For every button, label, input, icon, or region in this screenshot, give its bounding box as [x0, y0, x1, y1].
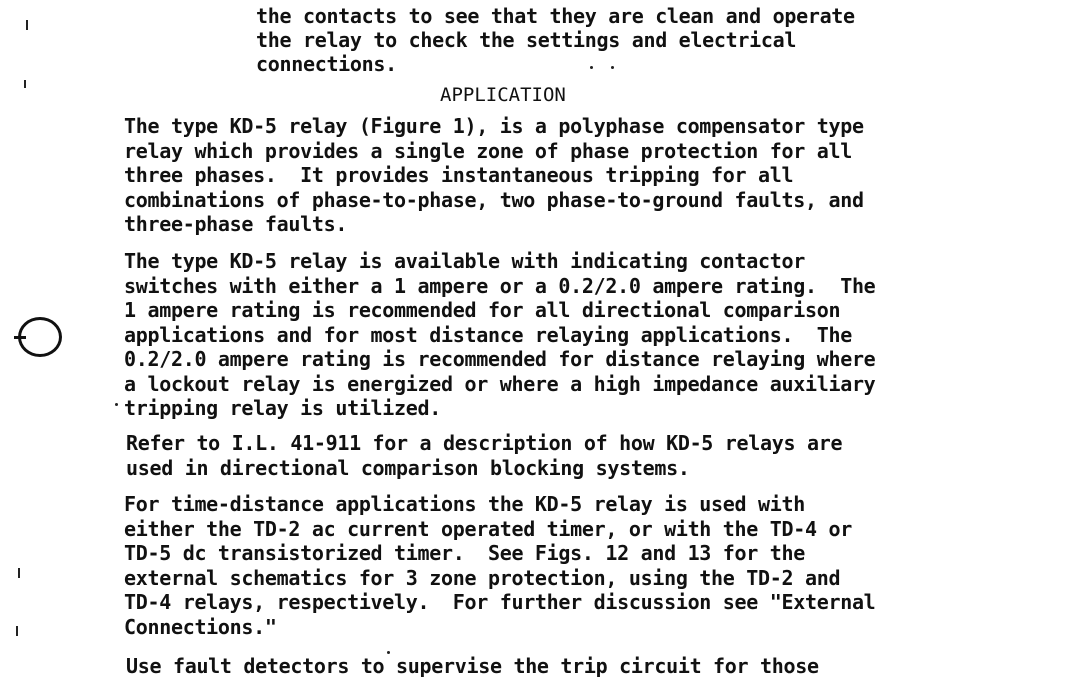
intro-line-3: connections.	[256, 52, 397, 76]
paragraph-line: three-phase faults.	[124, 212, 348, 236]
paragraph-line: 0.2/2.0 ampere rating is recommended for distance relaying where	[124, 347, 876, 371]
paragraph-line: external schematics for 3 zone protection, using the TD-2 and	[124, 565, 841, 590]
section-heading: APPLICATION	[440, 84, 566, 106]
scan-speck	[590, 66, 593, 69]
intro-line-1: the contacts to see that they are clean and operate	[256, 4, 855, 28]
paragraph-line: TD-5 dc transistorized timer. See Figs. 12 and 13 for the	[124, 541, 805, 565]
paragraph-line: tripping relay is utilized.	[124, 396, 442, 420]
margin-mark	[26, 20, 28, 30]
paragraph-line: The type KD-5 relay is available with indicating contactor	[124, 249, 805, 273]
paragraph-line: switches with either a 1 ampere or a 0.2/2.0 ampere rating. The	[124, 273, 876, 298]
paragraph-line: Connections."	[124, 614, 277, 639]
paragraph-line: applications and for most distance relaying applications. The	[124, 322, 852, 347]
paragraph-2	[124, 249, 964, 421]
punch-hole-mark	[14, 336, 26, 339]
paragraph-1	[124, 114, 964, 237]
scan-speck	[387, 651, 390, 654]
scan-speck	[115, 403, 118, 406]
paragraph-4	[124, 492, 964, 639]
paragraph-line: For time-distance applications the KD-5 relay is used with	[124, 492, 805, 516]
margin-mark	[24, 80, 26, 88]
paragraph-line: combinations of phase-to-phase, two phase-to-ground faults, and	[124, 187, 864, 212]
margin-mark	[16, 626, 18, 636]
paragraph-3	[126, 431, 966, 480]
paragraph-line: used in directional comparison blocking systems.	[126, 455, 690, 480]
paragraph-line: a lockout relay is energized or where a high impedance auxiliary	[124, 371, 876, 396]
paragraph-line: either the TD-2 ac current operated timer, or with the TD-4 or	[124, 516, 852, 541]
paragraph-line: TD-4 relays, respectively. For further discussion see "External	[124, 590, 876, 614]
paragraph-line: The type KD-5 relay (Figure 1), is a polyphase compensator type	[124, 114, 864, 138]
paragraph-line: Use fault detectors to supervise the trip circuit for those	[126, 654, 819, 678]
scan-speck	[611, 66, 614, 69]
intro-line-2: the relay to check the settings and electrical	[256, 28, 797, 52]
margin-mark	[18, 568, 20, 578]
paragraph-line: Refer to I.L. 41-911 for a description of how KD-5 relays are	[126, 431, 843, 455]
paragraph-line: 1 ampere rating is recommended for all directional comparison	[124, 298, 841, 322]
paragraph-line: relay which provides a single zone of phase protection for all	[124, 138, 852, 163]
paragraph-line: three phases. It provides instantaneous tripping for all	[124, 163, 794, 187]
